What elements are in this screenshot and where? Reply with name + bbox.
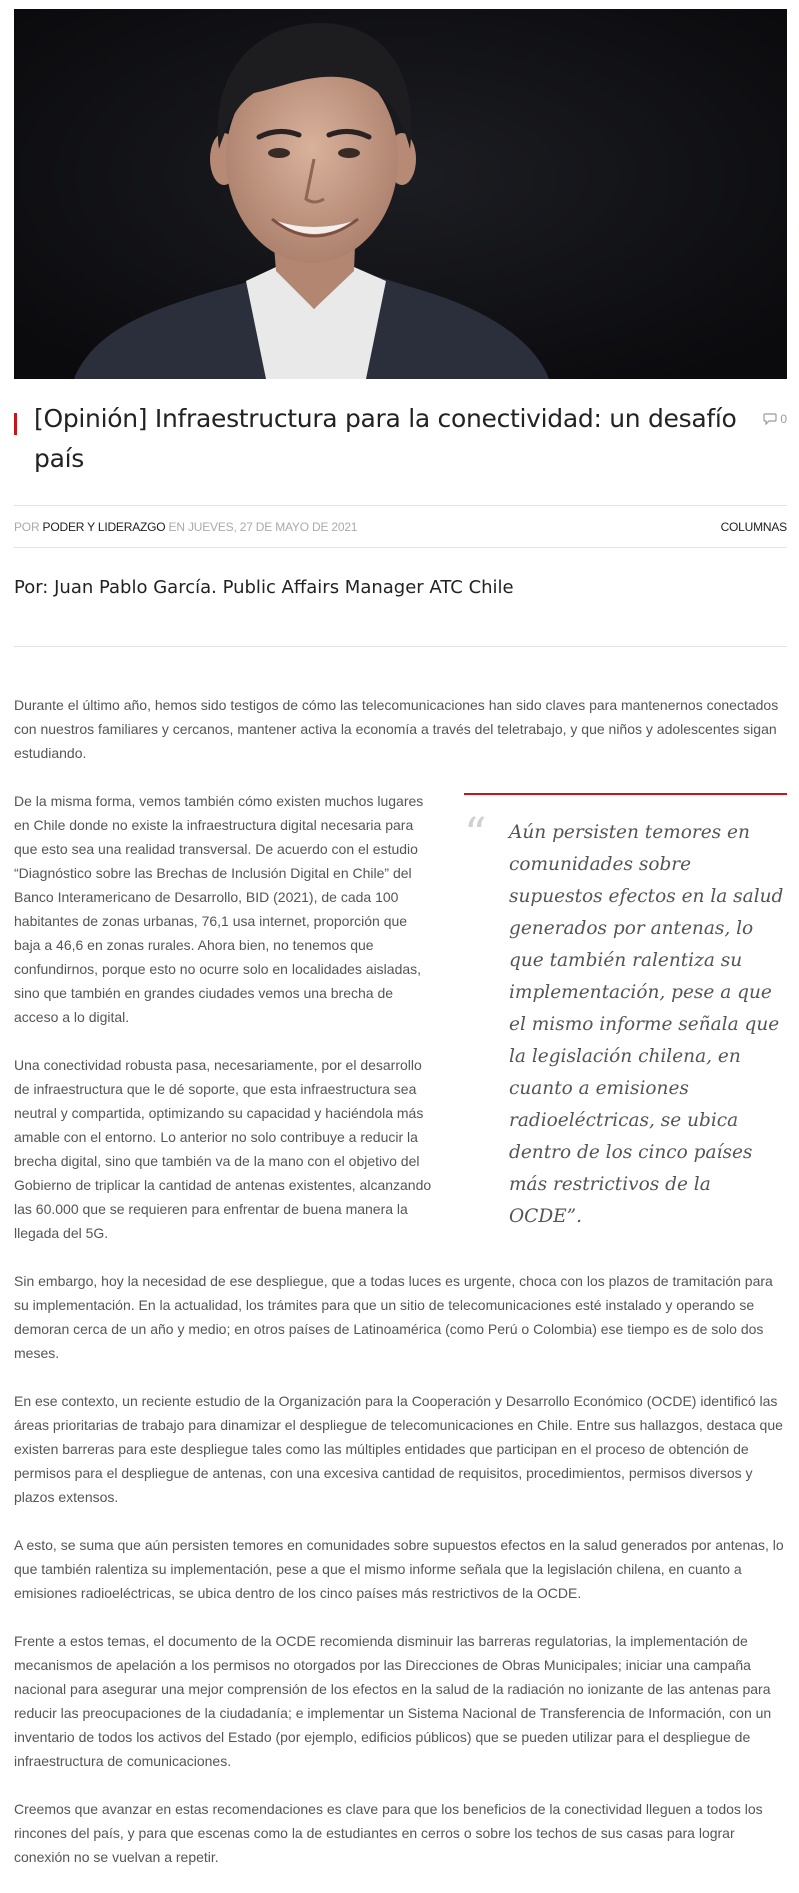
- paragraph: Frente a estos temas, el documento de la OCDE recomienda disminuir las barreras regulatorias, la implementación de mecanismos de apelación a los permisos no otorgados por las Direcciones de Obras Municipales; iniciar una campaña nacional para asegurar una mejor comprensión de los efectos en la salud de la radiación no ionizante de las antenas para reducir las preocupaciones de la ciudadanía; e implementar un Sistema Nacional de Transferencia de Información, con un inventario de todos los activos del Estado (por ejemplo, edificios públicos) que se pueden utilizar para el despliegue de infraestructura de comunicaciones.: [14, 1633, 772, 1769]
- article-meta: [14, 505, 787, 548]
- article: [14, 9, 787, 1893]
- title-accent-bar: [14, 413, 17, 435]
- quote-mark-icon: “: [464, 809, 487, 860]
- title-row: [14, 399, 787, 479]
- pull-quote-text: Aún persisten temores en comunidades sobre supuestos efectos en la salud generados por antenas, lo que también ralentiza su implementación, pese a que el mismo informe señala que la legislación chilena, en cuanto a emisiones radioeléctricas, se ubica dentro de los cinco países más restrictivos de la OCDE”.: [509, 822, 784, 1227]
- paragraph: A esto, se suma que aún persisten temores en comunidades sobre supuestos efectos en la salud generados por antenas, lo que también ralentiza su implementación, pese a que el mismo informe señala que la legislación chilena, en cuanto a emisiones radioeléctricas, se ubica dentro de los cinco países más restrictivos de la OCDE.: [14, 1537, 784, 1601]
- paragraph: Durante el último año, hemos sido testigos de cómo las telecomunicaciones han sido claves para mantenernos conectados con nuestros familiares y cercanos, mantener activa la economía a través del teletrabajo, y que niños y adolescentes sigan estudiando.: [14, 697, 779, 761]
- comments-link[interactable]: [763, 412, 787, 426]
- paragraph: Una conectividad robusta pasa, necesariamente, por el desarrollo de infraestructura que le dé soporte, que esta infraestructura sea neutral y compartida, optimizando su capacidad y haciéndola más amable con el entorno. Lo anterior no solo contribuye a reducir la brecha digital, sino que también va de la mano con el objetivo del Gobierno de triplicar la cantidad de antenas existentes, alcanzando las 60.000 que se requieren para enfrentar de buena manera la llegada del 5G.: [14, 1057, 432, 1241]
- paragraph: En ese contexto, un reciente estudio de la Organización para la Cooperación y Desarrollo Económico (OCDE) identificó las áreas prioritarias de trabajo para dinamizar el despliegue de telecomunicaciones en Chile. Entre sus hallazgos, destaca que existen barreras para este despliegue tales como las múltiples entidades que participan en el proceso de obtención de permisos para el despliegue de antenas, con una excesiva cantidad de requisitos, procedimientos, permisos diversos y plazos extensos.: [14, 1393, 783, 1505]
- meta-by-prefix: POR: [14, 519, 40, 534]
- comment-count: 0: [780, 412, 787, 426]
- divider: [14, 646, 787, 647]
- meta-left: [14, 520, 357, 534]
- paragraph: Sin embargo, hoy la necesidad de ese despliegue, que a todas luces es urgente, choca con los plazos de tramitación para su implementación. En la actualidad, los trámites para que un sitio de telecomunicaciones esté instalado y operando se demoran cerca de un año y medio; en otros países de Latinoamérica (como Perú o Colombia) ese tiempo es de solo dos meses.: [14, 1273, 773, 1361]
- article-byline: Por: Juan Pablo García. Public Affairs Manager ATC Chile: [14, 577, 514, 598]
- publish-date: JUEVES, 27 DE MAYO DE 2021: [187, 519, 358, 534]
- meta-date-prefix: EN: [168, 519, 185, 534]
- author-link[interactable]: PODER Y LIDERAZGO: [42, 519, 166, 534]
- author-portrait: [14, 9, 787, 379]
- speech-bubble-icon: [763, 413, 777, 425]
- article-body: [14, 693, 787, 1869]
- article-title: [Opinión] Infraestructura para la conectividad: un desafío país: [34, 404, 737, 473]
- paragraph: De la misma forma, vemos también cómo existen muchos lugares en Chile donde no existe la infraestructura digital necesaria para que esto sea una realidad transversal. De acuerdo con el estudio “Diagnóstico sobre las Brechas de Inclusión Digital en Chile” del Banco Interamericano de Desarrollo, BID (2021), de cada 100 habitantes de zonas urbanas, 76,1 usa internet, proporción que baja a 46,6 en zonas rurales. Ahora bien, no tenemos que confundirnos, porque esto no ocurre solo en localidades aisladas, sino que también en grandes ciudades vemos una brecha de acceso a lo digital.: [14, 793, 424, 1025]
- hero-image: [14, 9, 787, 379]
- paragraph: Creemos que avanzar en estas recomendaciones es clave para que los beneficios de la conectividad lleguen a todos los rincones del país, y para que escenas como la de estudiantes en cerros o sobre los techos de sus casas para lograr conexión no se vuelvan a repetir.: [14, 1801, 763, 1865]
- pull-quote: [464, 793, 787, 1233]
- category-link[interactable]: COLUMNAS: [720, 519, 787, 534]
